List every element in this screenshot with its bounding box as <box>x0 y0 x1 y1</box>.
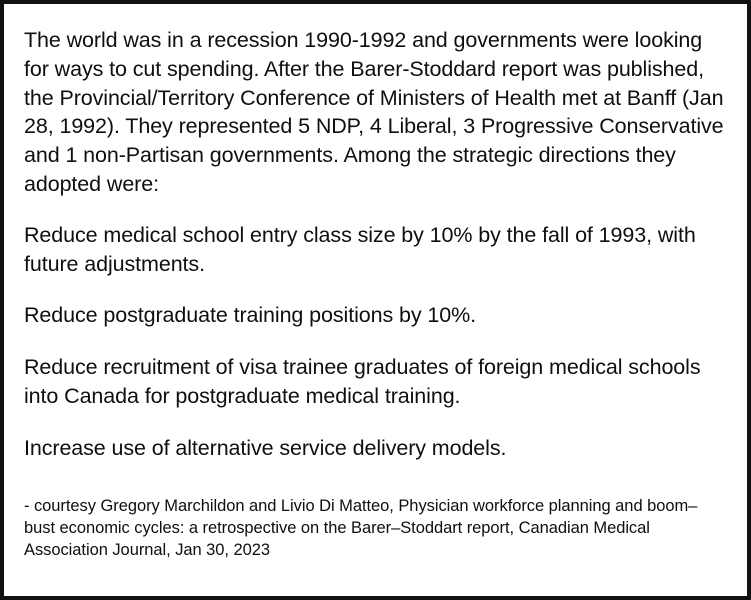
strategic-direction-4: Increase use of alternative service delivery models. <box>24 435 507 460</box>
source-credit: - courtesy Gregory Marchildon and Livio Di Matteo, Physician workforce planning and boom–bust economic cycles: a retrospective on the Barer–Stoddart report, Canadian Medical Association Journal, Jan 30, 2023 <box>24 496 698 560</box>
strategic-direction-1: Reduce medical school entry class size by 10% by the fall of 1993, with future adjustments. <box>24 222 696 276</box>
intro-paragraph: The world was in a recession 1990-1992 and governments were looking for ways to cut spending. After the Barer-Stoddard report was published, the Provincial/Territory Conference of Ministers of Health met at Banff (Jan 28, 1992). They represented 5 NDP, 4 Liberal, 3 Progressive Conservative and 1 non-Partisan governments. Among the strategic directions they adopted were: <box>24 28 724 196</box>
strategic-direction-3: Reduce recruitment of visa trainee graduates of foreign medical schools into Canada for postgraduate medical training. <box>24 355 701 408</box>
strategic-direction-2: Reduce postgraduate training positions by 10%. <box>24 303 476 328</box>
